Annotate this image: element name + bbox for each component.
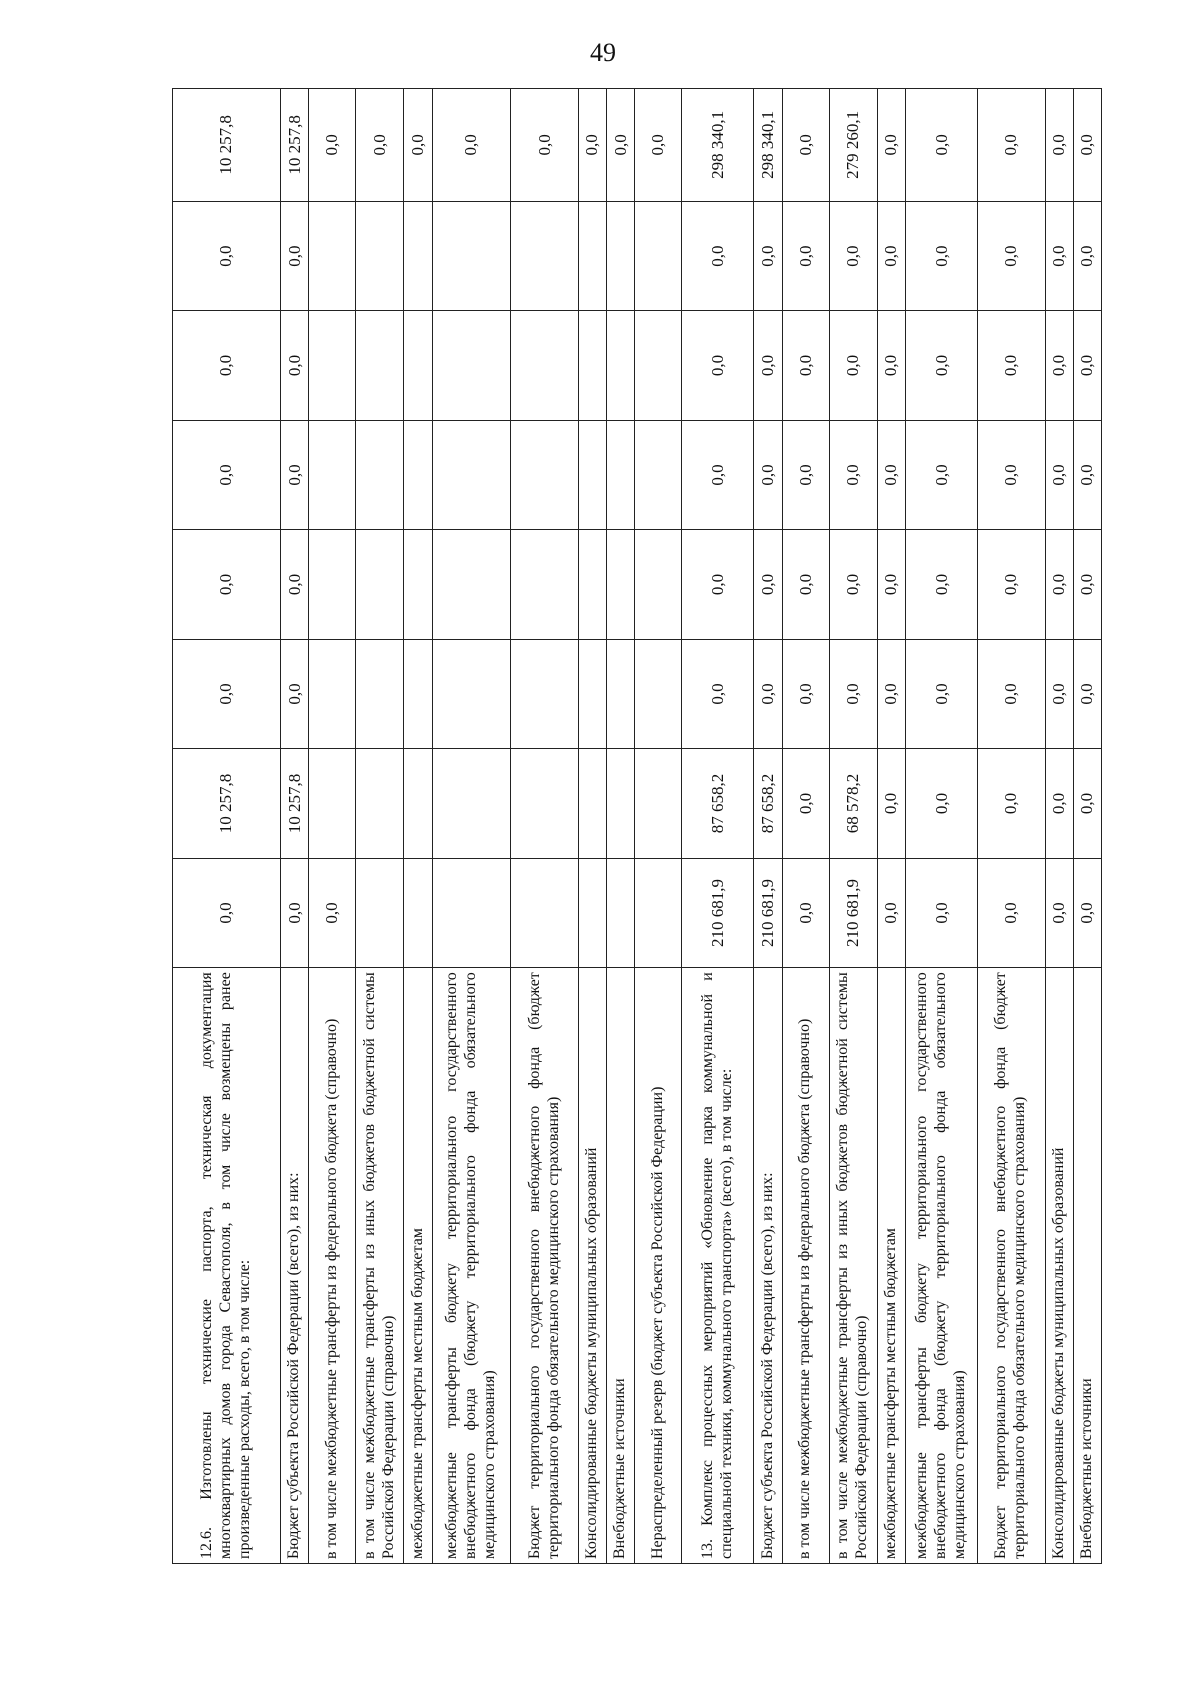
row-label: в том числе межбюджетные трансферты из иных бюджетов бюджетной системы Российской Федерации (справочно) [356, 968, 404, 1564]
table-row [1073, 89, 1101, 1564]
value-cell: 210 681,9 [829, 858, 877, 967]
table-row [607, 89, 635, 1564]
row-label: Внебюджетные источники [1073, 968, 1101, 1564]
value-cell [356, 420, 404, 529]
value-cell: 0,0 [877, 89, 905, 202]
value-cell: 298 340,1 [682, 89, 754, 202]
value-cell: 10 257,8 [173, 749, 281, 858]
value-cell: 0,0 [782, 639, 829, 748]
value-cell: 0,0 [978, 420, 1045, 529]
value-cell: 0,0 [280, 420, 308, 529]
value-cell [635, 639, 682, 748]
value-cell: 0,0 [978, 639, 1045, 748]
value-cell: 0,0 [607, 89, 635, 202]
value-cell: 0,0 [1073, 749, 1101, 858]
value-cell [404, 420, 432, 529]
value-cell: 0,0 [1073, 858, 1101, 967]
value-cell [635, 858, 682, 967]
value-cell [356, 201, 404, 310]
value-cell: 0,0 [578, 89, 606, 202]
value-cell: 0,0 [309, 858, 356, 967]
value-cell: 0,0 [1073, 89, 1101, 202]
budget-table [172, 88, 1102, 1564]
value-cell [432, 749, 511, 858]
value-cell: 0,0 [173, 858, 281, 967]
value-cell: 0,0 [280, 639, 308, 748]
table-row [280, 89, 308, 1564]
value-cell: 0,0 [906, 858, 978, 967]
value-cell [432, 311, 511, 420]
row-label: межбюджетные трансферты местным бюджетам [877, 968, 905, 1564]
value-cell: 0,0 [682, 530, 754, 639]
table-row [829, 89, 877, 1564]
table-row [635, 89, 682, 1564]
value-cell [309, 420, 356, 529]
value-cell [578, 311, 606, 420]
table-row [578, 89, 606, 1564]
value-cell: 0,0 [906, 311, 978, 420]
value-cell [404, 639, 432, 748]
value-cell [578, 201, 606, 310]
row-label: Консолидированные бюджеты муниципальных образований [1045, 968, 1073, 1564]
value-cell: 0,0 [754, 420, 782, 529]
value-cell: 0,0 [173, 201, 281, 310]
value-cell: 0,0 [829, 639, 877, 748]
value-cell: 0,0 [1045, 201, 1073, 310]
value-cell [432, 420, 511, 529]
value-cell [635, 420, 682, 529]
row-label: Консолидированные бюджеты муниципальных образований [578, 968, 606, 1564]
value-cell [404, 311, 432, 420]
value-cell: 87 658,2 [754, 749, 782, 858]
value-cell: 0,0 [754, 201, 782, 310]
value-cell: 0,0 [173, 530, 281, 639]
value-cell [607, 311, 635, 420]
value-cell: 0,0 [1073, 530, 1101, 639]
table-row [682, 89, 754, 1564]
value-cell [356, 858, 404, 967]
value-cell: 0,0 [432, 89, 511, 202]
value-cell: 0,0 [280, 201, 308, 310]
row-label: 13. Комплекс процессных мероприятий «Обновление парка коммунальной и специальной техники, коммунального транспорта» (всего), в том числе: [682, 968, 754, 1564]
value-cell [635, 530, 682, 639]
value-cell [432, 201, 511, 310]
value-cell: 279 260,1 [829, 89, 877, 202]
value-cell [578, 749, 606, 858]
value-cell: 0,0 [1045, 89, 1073, 202]
value-cell: 0,0 [682, 420, 754, 529]
value-cell: 0,0 [782, 749, 829, 858]
value-cell: 0,0 [173, 639, 281, 748]
value-cell: 0,0 [682, 639, 754, 748]
row-label: Бюджет субъекта Российской Федерации (всего), из них: [754, 968, 782, 1564]
value-cell: 0,0 [309, 89, 356, 202]
value-cell [404, 858, 432, 967]
value-cell: 0,0 [1045, 749, 1073, 858]
value-cell: 0,0 [511, 89, 578, 202]
value-cell [511, 639, 578, 748]
value-cell: 0,0 [877, 311, 905, 420]
value-cell: 0,0 [782, 89, 829, 202]
table-row [1045, 89, 1073, 1564]
value-cell: 0,0 [978, 89, 1045, 202]
row-label: в том числе межбюджетные трансферты из федерального бюджета (справочно) [782, 968, 829, 1564]
value-cell: 0,0 [978, 530, 1045, 639]
value-cell: 0,0 [877, 639, 905, 748]
value-cell [578, 858, 606, 967]
value-cell: 0,0 [877, 530, 905, 639]
value-cell [404, 749, 432, 858]
table-body [173, 89, 1102, 1564]
row-label: межбюджетные трансферты местным бюджетам [404, 968, 432, 1564]
table-row [432, 89, 511, 1564]
row-label: межбюджетные трансферты бюджету территориального государственного внебюджетного фонда (бюджету территориального фонда обязательного медицинского страхования) [432, 968, 511, 1564]
value-cell [607, 530, 635, 639]
value-cell: 10 257,8 [280, 749, 308, 858]
value-cell [607, 420, 635, 529]
value-cell: 0,0 [906, 749, 978, 858]
table-row [782, 89, 829, 1564]
value-cell: 0,0 [280, 311, 308, 420]
value-cell: 0,0 [906, 530, 978, 639]
value-cell: 210 681,9 [754, 858, 782, 967]
table-row [754, 89, 782, 1564]
value-cell [356, 749, 404, 858]
value-cell [607, 749, 635, 858]
value-cell [404, 530, 432, 639]
value-cell: 0,0 [404, 89, 432, 202]
value-cell: 0,0 [1045, 858, 1073, 967]
value-cell: 0,0 [978, 201, 1045, 310]
table-row [978, 89, 1045, 1564]
value-cell: 0,0 [754, 639, 782, 748]
value-cell [578, 420, 606, 529]
value-cell [635, 311, 682, 420]
table-row [877, 89, 905, 1564]
value-cell: 210 681,9 [682, 858, 754, 967]
value-cell: 0,0 [782, 858, 829, 967]
value-cell [309, 639, 356, 748]
value-cell: 0,0 [635, 89, 682, 202]
table-row [404, 89, 432, 1564]
value-cell: 0,0 [173, 420, 281, 529]
value-cell: 68 578,2 [829, 749, 877, 858]
value-cell: 0,0 [1073, 201, 1101, 310]
table-row [173, 89, 281, 1564]
value-cell [607, 201, 635, 310]
row-label: Бюджет субъекта Российской Федерации (всего), из них: [280, 968, 308, 1564]
value-cell: 0,0 [906, 639, 978, 748]
value-cell: 0,0 [782, 530, 829, 639]
value-cell [432, 858, 511, 967]
value-cell [511, 420, 578, 529]
value-cell: 0,0 [782, 311, 829, 420]
value-cell: 0,0 [782, 420, 829, 529]
value-cell [404, 201, 432, 310]
value-cell [309, 530, 356, 639]
value-cell [578, 639, 606, 748]
value-cell [432, 530, 511, 639]
value-cell: 0,0 [906, 201, 978, 310]
table-row [356, 89, 404, 1564]
table-container [172, 88, 1102, 1564]
value-cell: 0,0 [1073, 311, 1101, 420]
value-cell: 87 658,2 [682, 749, 754, 858]
value-cell: 0,0 [906, 89, 978, 202]
value-cell [635, 201, 682, 310]
value-cell [511, 858, 578, 967]
value-cell [511, 749, 578, 858]
value-cell: 0,0 [280, 858, 308, 967]
row-label: Бюджет территориального государственного внебюджетного фонда (бюджет территориального фонда обязательного медицинского страхования) [511, 968, 578, 1564]
value-cell: 0,0 [1045, 420, 1073, 529]
rotated-table-frame [172, 88, 1102, 1564]
table-row [309, 89, 356, 1564]
value-cell: 0,0 [906, 420, 978, 529]
value-cell: 0,0 [782, 201, 829, 310]
value-cell [309, 201, 356, 310]
value-cell: 0,0 [1073, 420, 1101, 529]
value-cell [635, 749, 682, 858]
value-cell: 0,0 [682, 201, 754, 310]
value-cell: 10 257,8 [173, 89, 281, 202]
value-cell [356, 311, 404, 420]
value-cell: 10 257,8 [280, 89, 308, 202]
value-cell: 0,0 [877, 420, 905, 529]
value-cell [356, 530, 404, 639]
row-label: в том числе межбюджетные трансферты из федерального бюджета (справочно) [309, 968, 356, 1564]
value-cell: 298 340,1 [754, 89, 782, 202]
value-cell: 0,0 [280, 530, 308, 639]
value-cell [607, 858, 635, 967]
value-cell: 0,0 [1073, 639, 1101, 748]
value-cell: 0,0 [877, 201, 905, 310]
value-cell: 0,0 [173, 311, 281, 420]
value-cell [511, 201, 578, 310]
value-cell: 0,0 [877, 858, 905, 967]
row-label: в том числе межбюджетные трансферты из иных бюджетов бюджетной системы Российской Федерации (справочно) [829, 968, 877, 1564]
value-cell: 0,0 [1045, 530, 1073, 639]
value-cell [578, 530, 606, 639]
row-label: Бюджет территориального государственного внебюджетного фонда (бюджет территориального фонда обязательного медицинского страхования) [978, 968, 1045, 1564]
value-cell: 0,0 [829, 311, 877, 420]
value-cell: 0,0 [978, 749, 1045, 858]
value-cell: 0,0 [1045, 311, 1073, 420]
value-cell: 0,0 [356, 89, 404, 202]
row-label: 12.6. Изготовлены технические паспорта, техническая документация многоквартирных домов города Севастополя, в том числе возмещены ранее произведенные расходы, всего, в том числе: [173, 968, 281, 1564]
value-cell [309, 749, 356, 858]
value-cell: 0,0 [754, 530, 782, 639]
value-cell [432, 639, 511, 748]
value-cell: 0,0 [1045, 639, 1073, 748]
value-cell [309, 311, 356, 420]
value-cell [607, 639, 635, 748]
value-cell [511, 311, 578, 420]
row-label: Внебюджетные источники [607, 968, 635, 1564]
table-row [906, 89, 978, 1564]
page-number: 49 [590, 38, 616, 67]
value-cell [356, 639, 404, 748]
value-cell: 0,0 [829, 201, 877, 310]
value-cell: 0,0 [829, 420, 877, 529]
table-row [511, 89, 578, 1564]
value-cell: 0,0 [978, 858, 1045, 967]
value-cell: 0,0 [978, 311, 1045, 420]
value-cell: 0,0 [829, 530, 877, 639]
value-cell: 0,0 [682, 311, 754, 420]
row-label: Нераспределенный резерв (бюджет субъекта Российской Федерации) [635, 968, 682, 1564]
value-cell: 0,0 [877, 749, 905, 858]
value-cell [511, 530, 578, 639]
value-cell: 0,0 [754, 311, 782, 420]
row-label: межбюджетные трансферты бюджету территориального государственного внебюджетного фонда (бюджету территориального фонда обязательного медицинского страхования) [906, 968, 978, 1564]
